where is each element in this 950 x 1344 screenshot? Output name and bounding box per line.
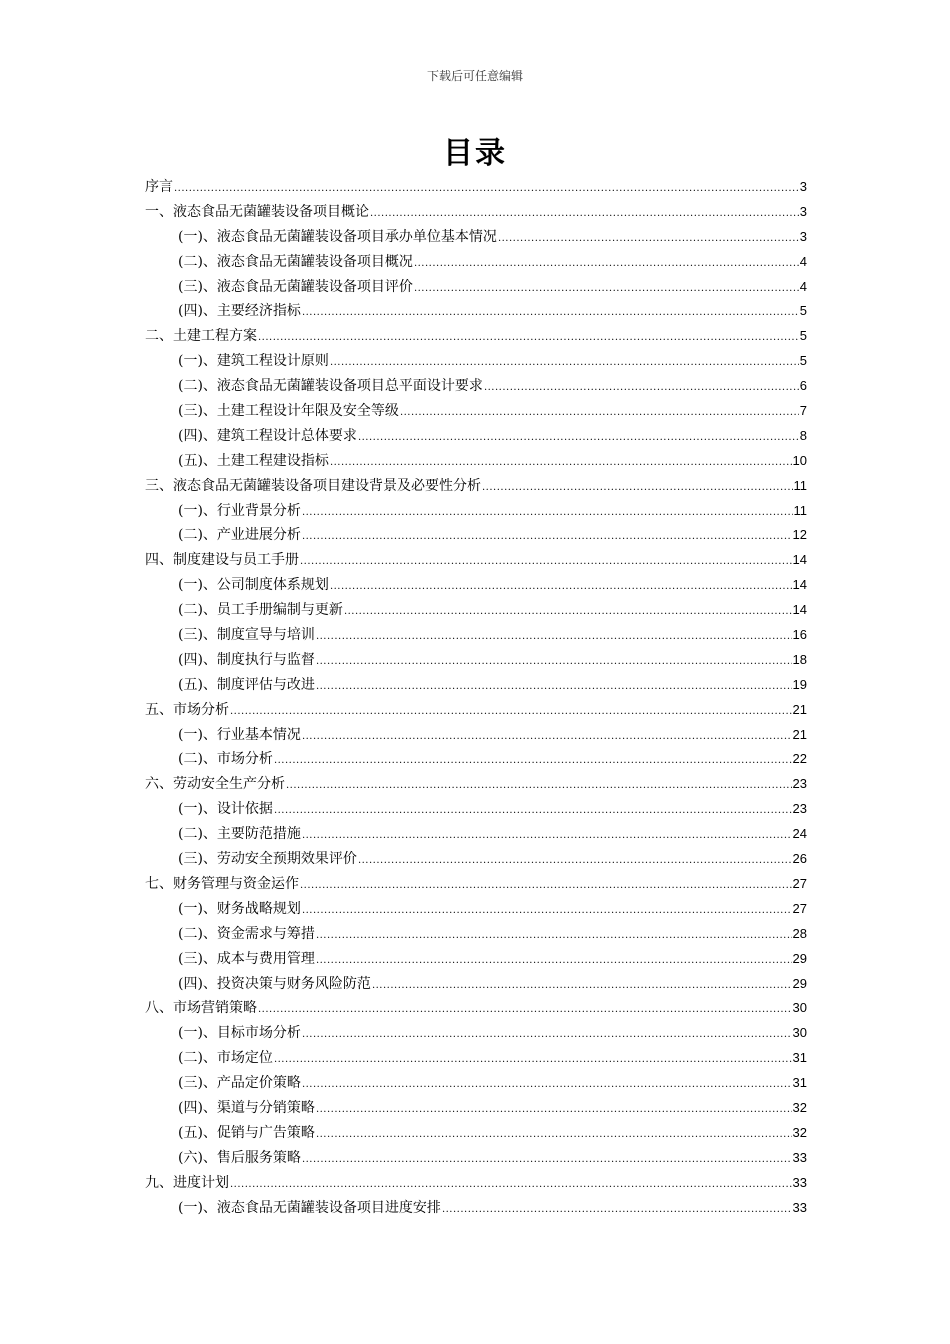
toc-leader-dots <box>330 575 792 600</box>
toc-leader-dots <box>330 351 799 376</box>
toc-entry[interactable] <box>145 225 807 250</box>
toc-entry-label: (一)、目标市场分析 <box>178 1025 301 1042</box>
toc-entry[interactable] <box>145 474 807 499</box>
toc-entry[interactable] <box>145 1096 807 1121</box>
toc-entry-page-number: 31 <box>792 1050 807 1066</box>
toc-leader-dots <box>302 725 792 750</box>
toc-entry-label: (二)、液态食品无菌罐装设备项目总平面设计要求 <box>178 378 483 395</box>
toc-entry[interactable] <box>145 573 807 598</box>
toc-entry[interactable] <box>145 324 807 349</box>
toc-entry-label: 七、财务管理与资金运作 <box>145 875 299 892</box>
toc-leader-dots <box>316 949 792 974</box>
toc-entry-page-number: 29 <box>792 950 807 966</box>
toc-leader-dots <box>498 227 799 252</box>
toc-entry-page-number: 4 <box>799 278 807 294</box>
toc-entry[interactable] <box>145 822 807 847</box>
toc-entry-page-number: 30 <box>792 1025 807 1041</box>
toc-leader-dots <box>316 650 792 675</box>
toc-leader-dots <box>370 202 799 227</box>
toc-entry[interactable] <box>145 1046 807 1071</box>
toc-entry-label: 六、劳动安全生产分析 <box>145 776 285 793</box>
toc-entry-page-number: 33 <box>792 1174 807 1190</box>
toc-entry-page-number: 19 <box>792 676 807 692</box>
toc-leader-dots <box>358 849 792 874</box>
toc-leader-dots <box>302 899 792 924</box>
toc-entry-label: (二)、资金需求与筹措 <box>178 925 315 942</box>
toc-entry-page-number: 30 <box>792 1000 807 1016</box>
toc-entry-label: 五、市场分析 <box>145 701 229 718</box>
toc-entry-label: (四)、主要经济指标 <box>178 303 301 320</box>
toc-leader-dots <box>330 451 792 476</box>
toc-entry-label: (一)、公司制度体系规划 <box>178 577 329 594</box>
toc-entry-label: (一)、设计依据 <box>178 801 273 818</box>
toc-leader-dots <box>302 1073 792 1098</box>
toc-leader-dots <box>302 525 792 550</box>
toc-entry-label: (二)、员工手册编制与更新 <box>178 602 343 619</box>
table-of-contents <box>145 175 807 1220</box>
toc-leader-dots <box>316 625 792 650</box>
toc-entry-label: 序言 <box>145 179 173 195</box>
toc-entry[interactable] <box>145 399 807 424</box>
toc-leader-dots <box>286 774 792 799</box>
toc-leader-dots <box>300 874 792 899</box>
toc-entry-page-number: 4 <box>799 253 807 269</box>
toc-entry-page-number: 24 <box>792 826 807 842</box>
toc-leader-dots <box>414 252 799 277</box>
toc-leader-dots <box>344 600 792 625</box>
toc-entry[interactable] <box>145 747 807 772</box>
toc-entry-page-number: 21 <box>792 726 807 742</box>
toc-entry[interactable] <box>145 1071 807 1096</box>
toc-entry-page-number: 3 <box>799 203 807 219</box>
toc-entry[interactable] <box>145 548 807 573</box>
toc-leader-dots <box>482 476 793 501</box>
toc-entry-label: (二)、液态食品无菌罐装设备项目概况 <box>178 253 413 270</box>
toc-entry-page-number: 11 <box>793 502 807 518</box>
toc-entry-page-number: 10 <box>792 452 807 468</box>
toc-entry-label: (一)、液态食品无菌罐装设备项目进度安排 <box>178 1199 441 1216</box>
toc-leader-dots <box>174 177 799 202</box>
toc-leader-dots <box>258 998 792 1023</box>
toc-entry[interactable] <box>145 523 807 548</box>
toc-entry-label: 八、市场营销策略 <box>145 1000 257 1017</box>
toc-entry-label: (二)、主要防范措施 <box>178 826 301 843</box>
toc-entry-page-number: 32 <box>792 1099 807 1115</box>
toc-entry-label: (二)、市场分析 <box>178 751 273 768</box>
toc-entry[interactable] <box>145 947 807 972</box>
toc-entry-page-number: 5 <box>799 328 807 344</box>
toc-entry[interactable] <box>145 374 807 399</box>
toc-entry-label: (二)、市场定位 <box>178 1050 273 1067</box>
toc-entry-label: (三)、制度宣导与培训 <box>178 627 315 644</box>
toc-entry[interactable] <box>145 200 807 225</box>
toc-entry-page-number: 8 <box>799 427 807 443</box>
page-title: 目录 <box>443 136 507 171</box>
toc-leader-dots <box>316 1123 792 1148</box>
toc-leader-dots <box>274 799 792 824</box>
toc-entry[interactable] <box>145 299 807 324</box>
toc-entry-label: (三)、产品定价策略 <box>178 1075 301 1092</box>
toc-entry-page-number: 23 <box>792 801 807 817</box>
toc-entry-label: (五)、土建工程建设指标 <box>178 452 329 469</box>
toc-entry-label: 一、液态食品无菌罐装设备项目概论 <box>145 203 369 220</box>
toc-entry[interactable] <box>145 698 807 723</box>
toc-entry-label: (三)、成本与费用管理 <box>178 950 315 967</box>
toc-entry-label: (五)、制度评估与改进 <box>178 676 315 693</box>
toc-entry[interactable] <box>145 996 807 1021</box>
toc-entry-page-number: 14 <box>792 552 807 568</box>
toc-leader-dots <box>258 326 799 351</box>
toc-entry-page-number: 27 <box>792 875 807 891</box>
toc-leader-dots <box>372 974 792 999</box>
toc-leader-dots <box>230 1173 792 1198</box>
toc-leader-dots <box>442 1198 792 1223</box>
toc-leader-dots <box>316 1098 792 1123</box>
page-header: 下载后可任意编辑 <box>426 69 523 83</box>
toc-entry-page-number: 5 <box>799 303 807 319</box>
toc-entry-page-number: 7 <box>799 403 807 419</box>
toc-entry[interactable] <box>145 424 807 449</box>
toc-entry[interactable] <box>145 872 807 897</box>
toc-entry-label: 九、进度计划 <box>145 1174 229 1191</box>
toc-entry[interactable] <box>145 175 807 200</box>
toc-leader-dots <box>400 401 799 426</box>
toc-entry-page-number: 26 <box>792 851 807 867</box>
toc-entry[interactable] <box>145 673 807 698</box>
toc-entry[interactable] <box>145 349 807 374</box>
toc-entry-label: (一)、液态食品无菌罐装设备项目承办单位基本情况 <box>178 228 497 245</box>
toc-entry-label: (四)、投资决策与财务风险防范 <box>178 975 371 992</box>
toc-entry-label: 二、土建工程方案 <box>145 328 257 345</box>
toc-leader-dots <box>302 501 793 526</box>
toc-entry-page-number: 32 <box>792 1124 807 1140</box>
toc-leader-dots <box>302 824 792 849</box>
toc-entry[interactable] <box>145 1146 807 1171</box>
toc-entry-page-number: 22 <box>792 751 807 767</box>
toc-entry[interactable] <box>145 623 807 648</box>
toc-entry[interactable] <box>145 250 807 275</box>
toc-leader-dots <box>274 749 792 774</box>
toc-entry[interactable] <box>145 897 807 922</box>
toc-entry-page-number: 33 <box>792 1149 807 1165</box>
toc-entry-page-number: 12 <box>792 527 807 543</box>
toc-leader-dots <box>316 924 792 949</box>
toc-entry-page-number: 6 <box>799 378 807 394</box>
toc-entry-label: (三)、劳动安全预期效果评价 <box>178 851 357 868</box>
toc-entry-label: (四)、制度执行与监督 <box>178 651 315 668</box>
toc-entry-page-number: 33 <box>792 1199 807 1215</box>
toc-entry-page-number: 29 <box>792 975 807 991</box>
toc-entry-page-number: 3 <box>799 179 807 194</box>
toc-entry[interactable] <box>145 598 807 623</box>
toc-entry[interactable] <box>145 797 807 822</box>
toc-leader-dots <box>302 1148 792 1173</box>
toc-entry-page-number: 28 <box>792 925 807 941</box>
toc-entry[interactable] <box>145 499 807 524</box>
toc-entry[interactable] <box>145 648 807 673</box>
toc-leader-dots <box>302 1023 792 1048</box>
toc-leader-dots <box>302 301 799 326</box>
toc-leader-dots <box>300 550 792 575</box>
toc-entry-label: (一)、行业背景分析 <box>178 502 301 519</box>
toc-entry-label: 三、液态食品无菌罐装设备项目建设背景及必要性分析 <box>145 477 481 494</box>
toc-entry-label: (四)、建筑工程设计总体要求 <box>178 427 357 444</box>
toc-leader-dots <box>230 700 792 725</box>
toc-entry-page-number: 23 <box>792 776 807 792</box>
toc-entry-page-number: 27 <box>792 900 807 916</box>
toc-leader-dots <box>358 426 799 451</box>
toc-entry-label: (二)、产业进展分析 <box>178 527 301 544</box>
toc-entry[interactable] <box>145 1196 807 1221</box>
toc-entry-label: 四、制度建设与员工手册 <box>145 552 299 569</box>
toc-entry-page-number: 21 <box>792 701 807 717</box>
toc-leader-dots <box>414 277 799 302</box>
toc-entry-page-number: 16 <box>792 627 807 643</box>
toc-entry[interactable] <box>145 275 807 300</box>
toc-entry-label: (六)、售后服务策略 <box>178 1149 301 1166</box>
toc-entry-page-number: 14 <box>792 577 807 593</box>
toc-entry[interactable] <box>145 922 807 947</box>
toc-leader-dots <box>274 1048 792 1073</box>
toc-entry-label: (一)、财务战略规划 <box>178 900 301 917</box>
toc-entry[interactable] <box>145 772 807 797</box>
toc-entry-label: (五)、促销与广告策略 <box>178 1124 315 1141</box>
toc-entry-label: (一)、行业基本情况 <box>178 726 301 743</box>
toc-entry-label: (四)、渠道与分销策略 <box>178 1099 315 1116</box>
toc-entry-page-number: 14 <box>792 602 807 618</box>
toc-leader-dots <box>316 675 792 700</box>
toc-entry[interactable] <box>145 723 807 748</box>
toc-entry[interactable] <box>145 972 807 997</box>
toc-entry[interactable] <box>145 1121 807 1146</box>
toc-entry-label: (三)、土建工程设计年限及安全等级 <box>178 403 399 420</box>
toc-leader-dots <box>484 376 799 401</box>
toc-entry[interactable] <box>145 1021 807 1046</box>
toc-entry-page-number: 18 <box>792 651 807 667</box>
toc-entry-page-number: 3 <box>799 228 807 244</box>
toc-entry-page-number: 31 <box>792 1075 807 1091</box>
toc-entry[interactable] <box>145 847 807 872</box>
toc-entry-label: (一)、建筑工程设计原则 <box>178 353 329 370</box>
toc-entry-label: (三)、液态食品无菌罐装设备项目评价 <box>178 278 413 295</box>
toc-entry-page-number: 5 <box>799 353 807 369</box>
toc-entry[interactable] <box>145 449 807 474</box>
toc-entry-page-number: 11 <box>793 477 807 493</box>
toc-entry[interactable] <box>145 1171 807 1196</box>
